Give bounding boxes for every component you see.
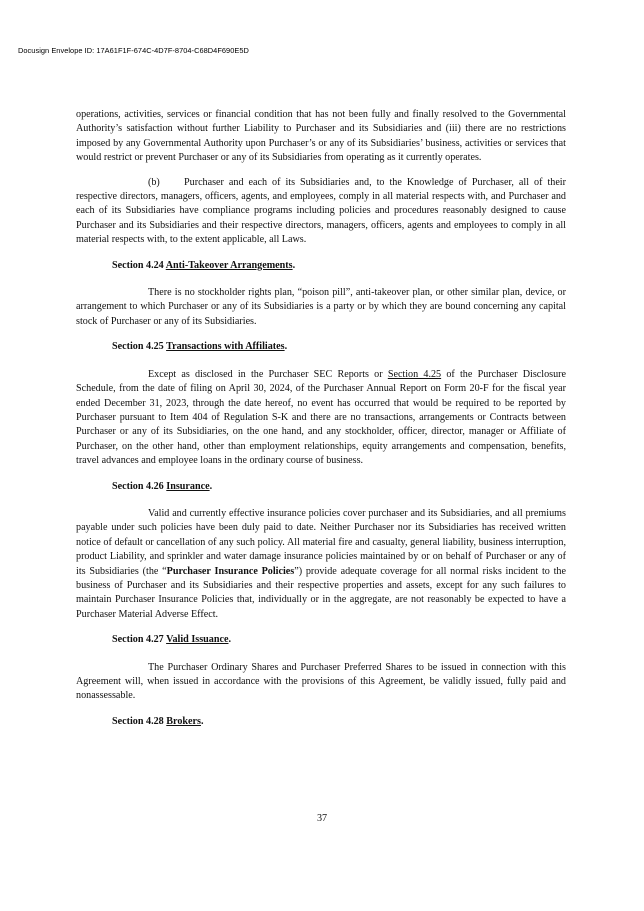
- section-title: Insurance: [166, 480, 210, 492]
- section-number: Section 4.24: [112, 259, 164, 271]
- section-title: Transactions with Affiliates: [166, 341, 285, 353]
- section-number: Section 4.25: [112, 341, 164, 353]
- paragraph-text: of the Purchaser Disclosure Schedule, from the date of filing on April 30, 2024, of the Purchaser Annual Report on Form 20-F for the fiscal year ended December 31, 2023, through the date hereof, no event has occurred that would be required to be reported by Purchaser pursuant to Item 404 of Regulation S-K and there are no transactions, arrangements or Contracts between Purchaser or any of its Subsidiaries, on the one hand, and any stockholder, officer, director, manager or Affiliate of Purchaser, on the other hand, other than employment relationships, equity arrangements and compensation, benefits, travel advances and employee loans in the ordinary course of business.: [76, 368, 567, 467]
- section-4-25-heading: Section 4.25 Transactions with Affiliates.: [112, 341, 288, 353]
- section-4-24-paragraph: There is no stockholder rights plan, “poison pill”, anti-takeover plan, or other similar plan, device, or arrangement to which Purchaser or any of its Subsidiaries is a party or by which they are bound concerning any capital stock of Purchaser or any of its Subsidiaries.: [76, 287, 566, 327]
- section-cross-reference: Section 4.25: [387, 368, 442, 380]
- section-number: Section 4.26: [112, 480, 164, 492]
- document-body: [76, 108, 566, 729]
- paragraph-text: Valid and currently effective insurance policies cover purchaser and its Subsidiaries, and all premiums payable under such policies have been duly paid to date. Neither Purchaser nor its Subsidiaries has received written notice of default or cancellation of any such policy. All material fire and casualty, general liability, business interruption, product Liability, and sprinkler and water damage insurance policies maintained by or on behalf of Purchaser or any of its Subsidiaries (the “: [76, 507, 566, 577]
- section-number: Section 4.27: [112, 634, 164, 646]
- section-4-27-heading: Section 4.27 Valid Issuance.: [112, 634, 232, 646]
- docusign-envelope-id: Docusign Envelope ID: 17A61F1F-674C-4D7F-8704-C68D4F690E5D: [18, 46, 249, 55]
- section-number: Section 4.28: [112, 715, 164, 727]
- section-4-26-paragraph: [76, 507, 566, 622]
- defined-term: Purchaser Insurance Policies: [166, 565, 295, 577]
- section-title: Valid Issuance: [166, 634, 229, 646]
- section-title: Anti-Takeover Arrangements: [165, 259, 293, 271]
- section-4-28-heading: Section 4.28 Brokers.: [112, 715, 204, 727]
- section-title: Brokers: [166, 715, 201, 727]
- section-4-26-heading: Section 4.26 Insurance.: [112, 480, 213, 492]
- section-4-25-paragraph: [76, 368, 566, 469]
- section-4-27-paragraph: The Purchaser Ordinary Shares and Purchaser Preferred Shares to be issued in connection with this Agreement will, when issued in accordance with the provisions of this Agreement, be validly issued, fully paid and nonassessable.: [76, 661, 566, 702]
- clause-b-label: (b): [148, 176, 160, 188]
- paragraph-text: Except as disclosed in the Purchaser SEC Reports or: [148, 368, 388, 380]
- continuation-paragraph: operations, activities, services or financial condition that has not been fully and finally resolved to the Governmental Authority’s satisfaction without further Liability to Purchaser and its Subsidiaries and (iii) there are no restrictions imposed by any Governmental Authority upon Purchaser’s or any of its Subsidiaries’ business, activities or services that would restrict or prevent Purchaser or any of its Subsidiaries from operating as it currently operates.: [76, 109, 566, 164]
- section-4-24-heading: Section 4.24 Anti-Takeover Arrangements.: [112, 259, 296, 271]
- page-number: 37: [316, 813, 328, 824]
- paragraph-text: ”) provide adequate coverage for all normal risks incident to the business of Purchaser and its Subsidiaries and their respective properties and assets, except for any such failures to maintain Purchaser Insurance Policies that, individually or in the aggregate, are not reasonably be expected to have a Purchaser Material Adverse Effect.: [76, 565, 566, 620]
- clause-b-paragraph: [76, 176, 566, 248]
- clause-b-text: Purchaser and each of its Subsidiaries and, to the Knowledge of Purchaser, all of their respective directors, managers, officers, agents, and employees, comply in all material respects with, and Purchaser and each of its Subsidiaries have compliance programs including policies and procedures reasonably designed to cause Purchaser and its Subsidiaries and their respective directors, managers, officers, agents and employees to comply in all material respects with, to the extent applicable, all Laws.: [76, 176, 566, 246]
